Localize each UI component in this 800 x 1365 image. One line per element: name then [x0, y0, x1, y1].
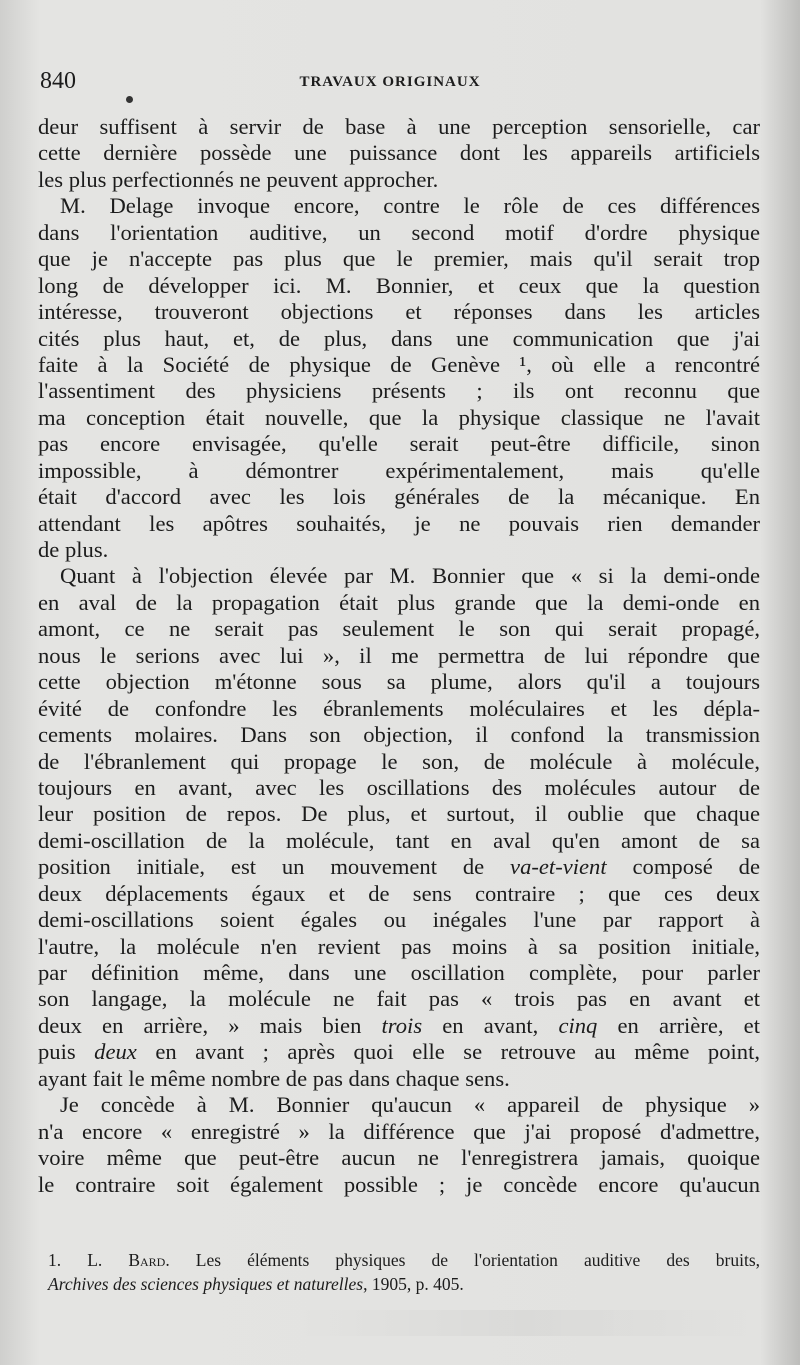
text-line: M. Delage invoque encore, contre le rôle de ces différences — [60, 193, 760, 219]
text-line: cette dernière possède une puissance dont les appareils artificiels — [38, 140, 760, 166]
text-line: position initiale, est un mouvement de va-et-vient composé de — [38, 854, 760, 880]
running-head: TRAVAUX ORIGINAUX — [299, 74, 481, 90]
text-line: long de développer ici. M. Bonnier, et ceux que la question — [38, 272, 760, 298]
text-line: son langage, la molécule ne fait pas « trois pas en avant et — [38, 986, 760, 1012]
text-line: leur position de repos. De plus, et surtout, il oublie que chaque — [38, 801, 760, 827]
text-line: demi-oscillation de la molécule, tant en aval qu'en amont de sa — [38, 827, 760, 853]
text-line: dans l'orientation auditive, un second motif d'ordre physique — [38, 219, 760, 245]
text-line: l'assentiment des physiciens présents ; ils ont reconnu que — [38, 378, 760, 404]
text-line: le contraire soit également possible ; je concède encore qu'aucun — [38, 1171, 760, 1197]
footnote-number: 1. — [48, 1250, 62, 1270]
text-line: deur suffisent à servir de base à une perception sensorielle, car — [38, 114, 760, 139]
text-line: de plus. — [38, 537, 109, 562]
text-line: toujours en avant, avec les oscillations des molécules autour de — [38, 774, 760, 800]
text-line: que je n'accepte pas plus que le premier, mais qu'il serait trop — [38, 246, 760, 272]
text-line: deux en arrière, » mais bien trois en avant, cinq en arrière, et — [38, 1012, 760, 1038]
body-text — [38, 114, 760, 1198]
page-header — [40, 68, 740, 98]
text-line: Je concède à M. Bonnier qu'aucun « appareil de physique » — [60, 1092, 760, 1118]
text-line: voire même que peut-être aucun ne l'enregistrera jamais, quoique — [38, 1145, 760, 1171]
text-line: faite à la Société de physique de Genève ¹, où elle a rencontré — [38, 351, 760, 377]
text-line: évité de confondre les ébranlements moléculaires et les dépla- — [38, 695, 760, 721]
text-line: Quant à l'objection élevée par M. Bonnier que « si la demi-onde — [60, 563, 760, 589]
footnote-author: L. Bard. — [87, 1250, 170, 1270]
text-line: l'autre, la molécule n'en revient pas moins à sa position initiale, — [38, 933, 760, 959]
text-line: impossible, à démontrer expérimentalement, mais qu'elle — [38, 457, 760, 483]
text-line: pas encore envisagée, qu'elle serait peut-être difficile, sinon — [38, 431, 760, 457]
text-line: cette objection m'étonne sous sa plume, alors qu'il a toujours — [38, 669, 760, 695]
text-line: intéresse, trouveront objections et réponses dans les articles — [38, 299, 760, 325]
footnote — [48, 1248, 760, 1296]
text-line: était d'accord avec les lois générales de la mécanique. En — [38, 484, 760, 510]
text-line: ma conception était nouvelle, que la physique classique ne l'avait — [38, 404, 760, 430]
text-line: de l'ébranlement qui propage le son, de molécule à molécule, — [38, 748, 760, 774]
footnote-journal: Archives des sciences physiques et naturelles — [48, 1274, 364, 1294]
bleed-through-smudge — [290, 1310, 760, 1336]
text-line: puis deux en avant ; après quoi elle se retrouve au même point, — [38, 1039, 761, 1065]
page-number: 840 — [40, 68, 76, 94]
text-line: en aval de la propagation était plus grande que la demi-onde en — [38, 589, 760, 615]
text-line: demi-oscillations soient égales ou inégales l'une par rapport à — [38, 907, 760, 933]
text-line: deux déplacements égaux et de sens contraire ; que ces deux — [38, 880, 760, 906]
footnote-line-1 — [48, 1248, 760, 1272]
text-line: cités plus haut, et, de plus, dans une communication que j'ai — [38, 325, 760, 351]
text-line: par définition même, dans une oscillation complète, pour parler — [38, 960, 760, 985]
text-line: ayant fait le même nombre de pas dans chaque sens. — [38, 1065, 510, 1091]
footnote-text: Les éléments physiques de l'orientation auditive des bruits, — [195, 1250, 761, 1270]
footnote-citation: , 1905, p. 405. — [363, 1274, 464, 1294]
footnote-line-2 — [48, 1272, 760, 1296]
text-line: attendant les apôtres souhaités, je ne pouvais rien demander — [38, 510, 760, 536]
text-line: les plus perfectionnés ne peuvent approcher. — [38, 166, 439, 192]
text-line: cements molaires. Dans son objection, il confond la transmission — [38, 722, 760, 748]
text-line: nous le serions avec lui », il me permettra de lui répondre que — [38, 642, 760, 668]
text-line: n'a encore « enregistré » la différence que j'ai proposé d'admettre, — [38, 1118, 760, 1144]
text-line: amont, ce ne serait pas seulement le son qui serait propagé, — [38, 616, 760, 642]
ink-dot — [126, 96, 133, 103]
